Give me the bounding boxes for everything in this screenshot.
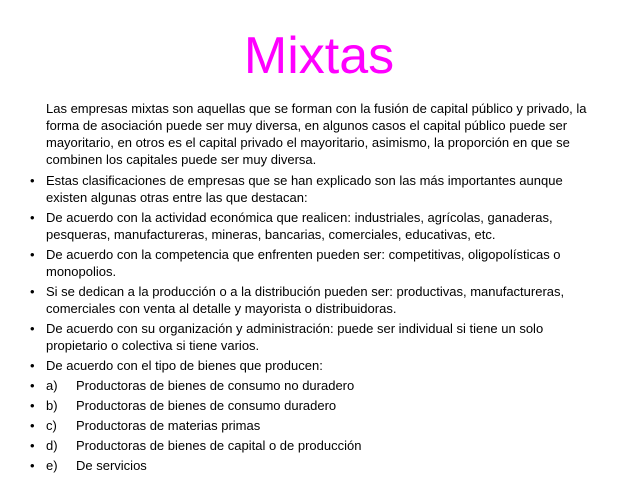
list-item-text: De acuerdo con el tipo de bienes que producen:: [46, 358, 323, 373]
list-item-text: De acuerdo con la actividad económica que realicen: industriales, agrícolas, ganaderas, pesqueras, manufactureras, mineras, bancarias, comerciales, educativas, etc.: [46, 210, 553, 242]
intro-paragraph: Las empresas mixtas son aquellas que se forman con la fusión de capital público y privado, la forma de asociación puede ser muy diversa, en algunos casos el capital público puede ser mayoritario, en otros es el capital privado el mayoritario, asimismo, la proporción en que se combinen los capitales puede ser muy diversa.: [46, 101, 587, 167]
lettered-item-text: Productoras de bienes de consumo duradero: [76, 398, 337, 413]
bullet-icon: •: [30, 321, 35, 336]
list-item: [26, 320, 606, 354]
lettered-item: [26, 457, 606, 474]
item-letter: a): [46, 378, 58, 393]
lettered-item-text: Productoras de bienes de consumo no duradero: [76, 378, 355, 393]
bullet-icon: •: [30, 378, 35, 393]
item-letter: d): [46, 438, 58, 453]
list-item: [26, 283, 606, 317]
list-item: [26, 246, 606, 280]
list-item: [26, 357, 606, 374]
item-letter: b): [46, 398, 58, 413]
slide-body: [26, 100, 606, 477]
slide-title: Mixtas: [243, 27, 395, 85]
bullet-icon: •: [30, 284, 35, 299]
lettered-item: [26, 397, 606, 414]
bullet-icon: •: [30, 210, 35, 225]
item-letter: c): [46, 418, 57, 433]
lettered-item: [26, 437, 606, 454]
bullet-icon: •: [30, 418, 35, 433]
bullet-icon: •: [30, 173, 35, 188]
list-item-text: Si se dedican a la producción o a la distribución pueden ser: productivas, manufactureras, comerciales con venta al detalle y mayorista o distribuidoras.: [46, 284, 565, 316]
lettered-item: [26, 417, 606, 434]
list-item: [26, 209, 606, 243]
lettered-item: [26, 377, 606, 394]
list-item-text: Estas clasificaciones de empresas que se han explicado son las más importantes aunque existen algunas otras entre las que destacan:: [46, 173, 563, 205]
list-item-text: De acuerdo con la competencia que enfrenten pueden ser: competitivas, oligopolísticas o monopolios.: [46, 247, 561, 279]
list-item: [26, 172, 606, 206]
item-letter: e): [46, 458, 58, 473]
bullet-icon: •: [30, 247, 35, 262]
lettered-item-text: Productoras de materias primas: [76, 418, 261, 433]
bullet-icon: •: [30, 398, 35, 413]
bullet-icon: •: [30, 458, 35, 473]
bullet-icon: •: [30, 438, 35, 453]
list-item-text: De acuerdo con su organización y administración: puede ser individual si tiene un solo propietario o colectiva si tiene varios.: [46, 321, 544, 353]
lettered-item-text: De servicios: [76, 458, 147, 473]
lettered-item-text: Productoras de bienes de capital o de producción: [76, 438, 362, 453]
bullet-list: [26, 172, 606, 474]
bullet-icon: •: [30, 358, 35, 373]
